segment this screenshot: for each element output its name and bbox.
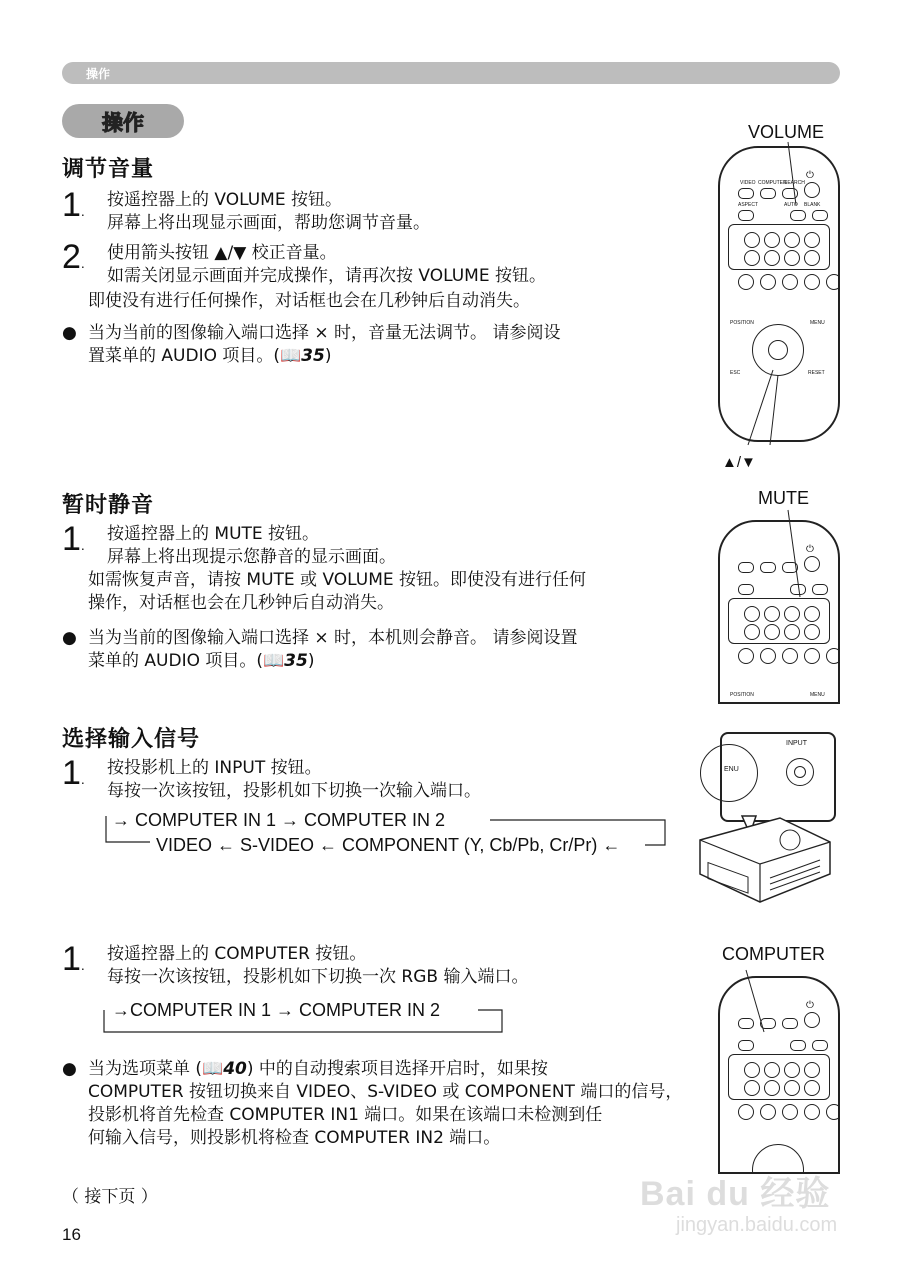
projector-icon: [690, 812, 840, 922]
text-line: 使用箭头按钮 ▲/▼ 校正音量。: [107, 243, 337, 263]
text-line: 如需恢复声音，请按 MUTE 或 VOLUME 按钮。即使没有进行任何: [88, 570, 587, 590]
text-line: 投影机将首先检查 COMPUTER IN1 端口。如果在该端口未检测到任: [88, 1105, 603, 1125]
text-line: 操作，对话框也会在几秒钟后自动消失。: [88, 593, 394, 613]
flow-text: VIDEO ← S-VIDEO ← COMPONENT (Y, Cb/Pb, Cr/Pr): [156, 835, 598, 855]
book-icon: 📖: [202, 1059, 224, 1079]
key-label: COMPUTER: [758, 180, 787, 186]
note-text: 当为选项菜单 (: [88, 1059, 203, 1079]
page-number: 16: [62, 1225, 81, 1244]
callout-lines: [718, 505, 838, 605]
text-line: 每按一次该按钮，投影机如下切换一次 RGB 输入端口。: [107, 967, 529, 987]
remote-label-mute: MUTE: [758, 488, 809, 508]
remote-button-row: [744, 624, 820, 640]
key-label: MENU: [810, 320, 825, 326]
mute-step1-a: [107, 523, 396, 569]
section-chip: [62, 104, 184, 138]
mute-title: 暂时静音: [62, 493, 155, 518]
computer-cycle: →COMPUTER IN 1 → COMPUTER IN 2: [112, 1000, 441, 1020]
step-number: 2 .: [62, 240, 85, 280]
section-header-bar: [62, 62, 840, 84]
key-label: AUTO: [784, 202, 798, 208]
remote-button-row: [744, 1062, 820, 1078]
projector-panel-callout: [720, 732, 836, 822]
page-ref-link[interactable]: 35: [284, 651, 308, 671]
book-icon: 📖: [280, 346, 302, 366]
flow-text: COMPUTER IN 1 → COMPUTER IN 2: [130, 1000, 441, 1020]
text-line: 何输入信号，则投影机将检查 COMPUTER IN2 端口。: [88, 1128, 501, 1148]
key-label: ESC: [730, 370, 741, 376]
input-cycle-bottom: VIDEO ← S-VIDEO ← COMPONENT (Y, Cb/Pb, Cr/Pr) ←: [156, 835, 621, 855]
text-line: 按遥控器上的 VOLUME 按钮。: [107, 190, 342, 210]
key-label: VIDEO: [740, 180, 756, 186]
section-header-label: 操作: [86, 67, 111, 81]
text-line: 每按一次该按钮，投影机如下切换一次输入端口。: [107, 781, 481, 801]
input-key-label: INPUT: [786, 740, 807, 747]
page-ref-link[interactable]: 40: [223, 1059, 247, 1079]
text-line: 当为当前的图像输入端口选择 ⨯ 时，本机则会静音。 请参阅设置: [88, 628, 578, 648]
bullet-icon: ●: [62, 1059, 77, 1079]
computer-step1: [107, 943, 528, 989]
remote-label-volume: VOLUME: [748, 122, 825, 142]
remote-label-computer: COMPUTER: [722, 944, 825, 964]
text-line: 按遥控器上的 MUTE 按钮。: [107, 524, 320, 544]
text-line: [88, 650, 577, 673]
note-text: 置菜单的 AUDIO 项目。(: [88, 346, 280, 366]
note-text: ): [307, 651, 315, 671]
section-chip-label: 操作: [102, 111, 144, 135]
input-button-inner: [794, 766, 806, 778]
power-icon: ⏻: [806, 1000, 814, 1011]
volume-note: [88, 322, 560, 368]
mute-step1-b: [88, 569, 586, 615]
menu-dial-label: ENU: [724, 766, 739, 773]
menu-dial: [700, 744, 758, 802]
text-line: 按投影机上的 INPUT 按钮。: [107, 758, 322, 778]
input-step1: [107, 757, 481, 803]
remote-button-row: [744, 1080, 820, 1096]
key-label: POSITION: [730, 320, 754, 326]
step-number: 1 .: [62, 942, 85, 982]
volume-title: 调节音量: [62, 157, 155, 182]
text-line: [88, 345, 560, 368]
watermark-url: jingyan.baidu.com: [676, 1214, 838, 1236]
text-line: 屏幕上将出现显示画面，帮助您调节音量。: [107, 213, 430, 233]
text-line: 当为当前的图像输入端口选择 ⨯ 时，音量无法调节。 请参阅设: [88, 323, 561, 343]
input-title: 选择输入信号: [62, 727, 201, 752]
callout-lines: [718, 962, 838, 1042]
power-icon: ⏻: [806, 170, 814, 181]
key-label: POSITION: [730, 692, 754, 698]
callout-lines: [718, 130, 838, 460]
note-text: 菜单的 AUDIO 项目。(: [88, 651, 263, 671]
book-icon: 📖: [263, 651, 285, 671]
text-line: 屏幕上将出现提示您静音的显示画面。: [107, 547, 396, 567]
bullet-icon: ●: [62, 628, 77, 648]
arrows-label: ▲/▼: [722, 454, 756, 471]
remote-button-row: [738, 648, 840, 664]
mute-note: [88, 627, 577, 673]
key-label: SEARCH: [784, 180, 805, 186]
text-line: 按遥控器上的 COMPUTER 按钮。: [107, 944, 367, 964]
volume-step1: [107, 189, 430, 235]
flow-text: COMPUTER IN 1 → COMPUTER IN 2: [135, 810, 446, 830]
power-icon: ⏻: [806, 544, 814, 555]
key-label: RESET: [808, 370, 825, 376]
input-cycle-top: → COMPUTER IN 1 → COMPUTER IN 2: [112, 810, 446, 830]
continued-note: （ 接下页 ）: [62, 1187, 158, 1207]
text-line: 即使没有进行任何操作，对话框也会在几秒钟后自动消失。: [88, 291, 530, 311]
text-line: COMPUTER 按钮切换来自 VIDEO、S-VIDEO 或 COMPONENT 端口的信号，: [88, 1082, 683, 1102]
key-label: ASPECT: [738, 202, 759, 208]
note-text: ): [324, 346, 332, 366]
watermark-logo: Bai du 经验: [640, 1175, 831, 1213]
computer-note: [88, 1058, 682, 1150]
key-label: BLANK: [804, 202, 821, 208]
page-ref-link[interactable]: 35: [301, 346, 325, 366]
remote-button-row: [738, 1104, 840, 1120]
key-label: MENU: [810, 692, 825, 698]
remote-button-row: [744, 606, 820, 622]
note-text: ) 中的自动搜索项目选择开启时，如果按: [246, 1059, 548, 1079]
volume-step2: [107, 242, 546, 288]
step-number: 1 .: [62, 756, 85, 796]
bullet-icon: ●: [62, 323, 77, 343]
text-line: [88, 1058, 682, 1081]
text-line: 如需关闭显示画面并完成操作，请再次按 VOLUME 按钮。: [107, 266, 546, 286]
step-number: 1 .: [62, 188, 85, 228]
step-number: 1 .: [62, 522, 85, 562]
